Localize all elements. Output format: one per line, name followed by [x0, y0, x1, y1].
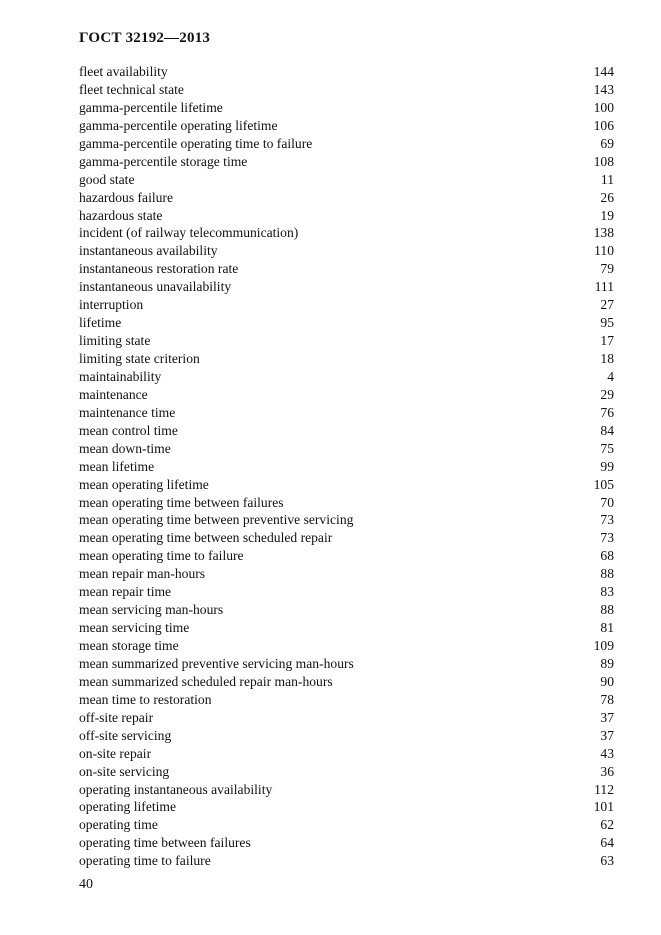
index-entry [79, 601, 614, 619]
index-entry [79, 727, 614, 745]
index-term-number: 95 [600, 315, 614, 331]
index-term-number: 11 [600, 171, 614, 187]
index-term: on-site repair [79, 745, 152, 761]
index-entry [79, 691, 614, 709]
index-entry [79, 583, 614, 601]
index-term: hazardous failure [79, 189, 173, 205]
index-entry [79, 655, 614, 673]
index-entry [79, 171, 614, 189]
index-term: operating time to failure [79, 853, 211, 869]
index-term-number: 43 [600, 745, 614, 761]
page-header-title: ГОСТ 32192—2013 [79, 30, 211, 46]
index-entry [79, 763, 614, 781]
index-term: maintenance [79, 386, 148, 402]
index-entry [79, 834, 614, 852]
index-term: interruption [79, 297, 144, 313]
index-term-number: 111 [594, 279, 614, 295]
index-term-number: 19 [600, 207, 614, 223]
index-entry [79, 565, 614, 583]
index-term: mean operating lifetime [79, 476, 209, 492]
index-term-number: 69 [600, 135, 614, 151]
index-term-number: 68 [600, 548, 614, 564]
index-term: lifetime [79, 315, 122, 331]
index-term-number: 26 [600, 189, 614, 205]
index-entry [79, 350, 614, 368]
index-term: operating lifetime [79, 799, 177, 815]
index-entry [79, 260, 614, 278]
index-entry [79, 207, 614, 225]
index-term-number: 73 [600, 512, 614, 528]
index-term-number: 18 [600, 351, 614, 366]
index-term-number: 88 [600, 566, 614, 582]
index-entry [79, 637, 614, 655]
index-entry [79, 242, 614, 260]
index-term-number: 106 [593, 117, 614, 133]
index-term: fleet technical state [79, 81, 184, 97]
index-term-number: 4 [607, 368, 614, 384]
index-term: fleet availability [79, 64, 168, 79]
index-entry [79, 458, 614, 476]
index-entry [79, 99, 614, 117]
index-term: mean control time [79, 422, 178, 438]
index-entry [79, 511, 614, 529]
index-term-number: 17 [600, 333, 614, 349]
index-term-number: 144 [593, 64, 614, 79]
index-term: mean time to restoration [79, 691, 212, 707]
index-term-number: 100 [593, 99, 614, 115]
index-term-number: 27 [600, 297, 614, 313]
index-term: mean servicing time [79, 620, 190, 636]
index-term: mean down-time [79, 440, 171, 456]
index-term: mean servicing man-hours [79, 602, 224, 618]
index-term: mean repair man-hours [79, 566, 206, 582]
index-term: limiting state [79, 333, 151, 349]
index-entry [79, 529, 614, 547]
index-term-number: 29 [600, 386, 614, 402]
index-entry [79, 332, 614, 350]
index-term-number: 63 [600, 853, 614, 869]
index-term-number: 62 [600, 817, 614, 833]
index-entry [79, 404, 614, 422]
index-term: instantaneous restoration rate [79, 261, 239, 277]
index-entry [79, 547, 614, 565]
index-term: mean operating time between preventive servicing [79, 512, 354, 528]
index-entry [79, 781, 614, 799]
index-term: mean storage time [79, 638, 179, 653]
index-term: hazardous state [79, 207, 163, 223]
index-term-number: 78 [600, 691, 614, 707]
index-term: incident (of railway telecommunication) [79, 225, 299, 241]
index-term-number: 108 [593, 153, 614, 169]
index-term: on-site servicing [79, 763, 170, 779]
index-entry [79, 673, 614, 691]
index-entry [79, 745, 614, 763]
index-entry [79, 296, 614, 314]
index-term-number: 109 [593, 638, 614, 653]
index-term: off-site repair [79, 709, 154, 725]
index-entry [79, 224, 614, 242]
index-term: instantaneous unavailability [79, 279, 232, 295]
index-term: gamma-percentile lifetime [79, 99, 223, 115]
index-term-number: 138 [593, 225, 614, 241]
index-entry [79, 386, 614, 404]
index-entry [79, 153, 614, 171]
index-term: limiting state criterion [79, 351, 200, 366]
index-entry [79, 816, 614, 834]
index-entry [79, 81, 614, 99]
index-term-number: 90 [600, 673, 614, 689]
index-term: gamma-percentile operating time to failure [79, 135, 313, 151]
index-term-number: 37 [600, 727, 614, 743]
index-term-number: 70 [600, 494, 614, 510]
index-term: mean operating time between failures [79, 494, 284, 510]
index-term: instantaneous availability [79, 243, 218, 259]
index-term-number: 36 [600, 763, 614, 779]
index-term-number: 64 [600, 835, 614, 851]
index-term: gamma-percentile storage time [79, 153, 248, 169]
index-entry [79, 63, 614, 81]
index-entry [79, 494, 614, 512]
index-entry [79, 422, 614, 440]
index-term: off-site servicing [79, 727, 172, 743]
index-term: mean operating time between scheduled repair [79, 530, 333, 546]
index-term: good state [79, 171, 135, 187]
index-term-number: 101 [593, 799, 614, 815]
index-term: mean operating time to failure [79, 548, 244, 564]
index-term: gamma-percentile operating lifetime [79, 117, 278, 133]
index-term-number: 75 [600, 440, 614, 456]
index-term-number: 84 [600, 422, 614, 438]
index-term: maintenance time [79, 404, 176, 420]
index-term-number: 76 [600, 404, 614, 420]
index-term-number: 143 [593, 81, 614, 97]
index-term: mean summarized preventive servicing man-hours [79, 655, 354, 671]
index-entry [79, 117, 614, 135]
index-term-number: 81 [600, 620, 614, 636]
index-term-number: 89 [600, 655, 614, 671]
index-term: mean repair time [79, 584, 172, 600]
index-term-number: 105 [593, 476, 614, 492]
index-entry [79, 709, 614, 727]
index-term-number: 37 [600, 709, 614, 725]
index-term: operating time between failures [79, 835, 251, 851]
index-term-number: 99 [600, 458, 614, 474]
index-entry [79, 852, 614, 870]
index-term-number: 110 [594, 243, 614, 259]
index-entry [79, 314, 614, 332]
index-entry [79, 440, 614, 458]
index-entry [79, 619, 614, 637]
index-term-number: 112 [594, 781, 614, 797]
page-number: 40 [79, 877, 93, 892]
index-term: maintainability [79, 368, 162, 384]
index-term: operating time [79, 817, 158, 833]
index-term: mean summarized scheduled repair man-hours [79, 673, 333, 689]
index-entry [79, 798, 614, 816]
term-index-list [79, 63, 614, 870]
index-entry [79, 135, 614, 153]
index-term-number: 79 [600, 261, 614, 277]
index-entry [79, 189, 614, 207]
index-term-number: 88 [600, 602, 614, 618]
index-term: mean lifetime [79, 458, 155, 474]
index-entry [79, 278, 614, 296]
index-entry [79, 476, 614, 494]
index-entry [79, 368, 614, 386]
index-term: operating instantaneous availability [79, 781, 273, 797]
index-term-number: 73 [600, 530, 614, 546]
index-term-number: 83 [600, 584, 614, 600]
